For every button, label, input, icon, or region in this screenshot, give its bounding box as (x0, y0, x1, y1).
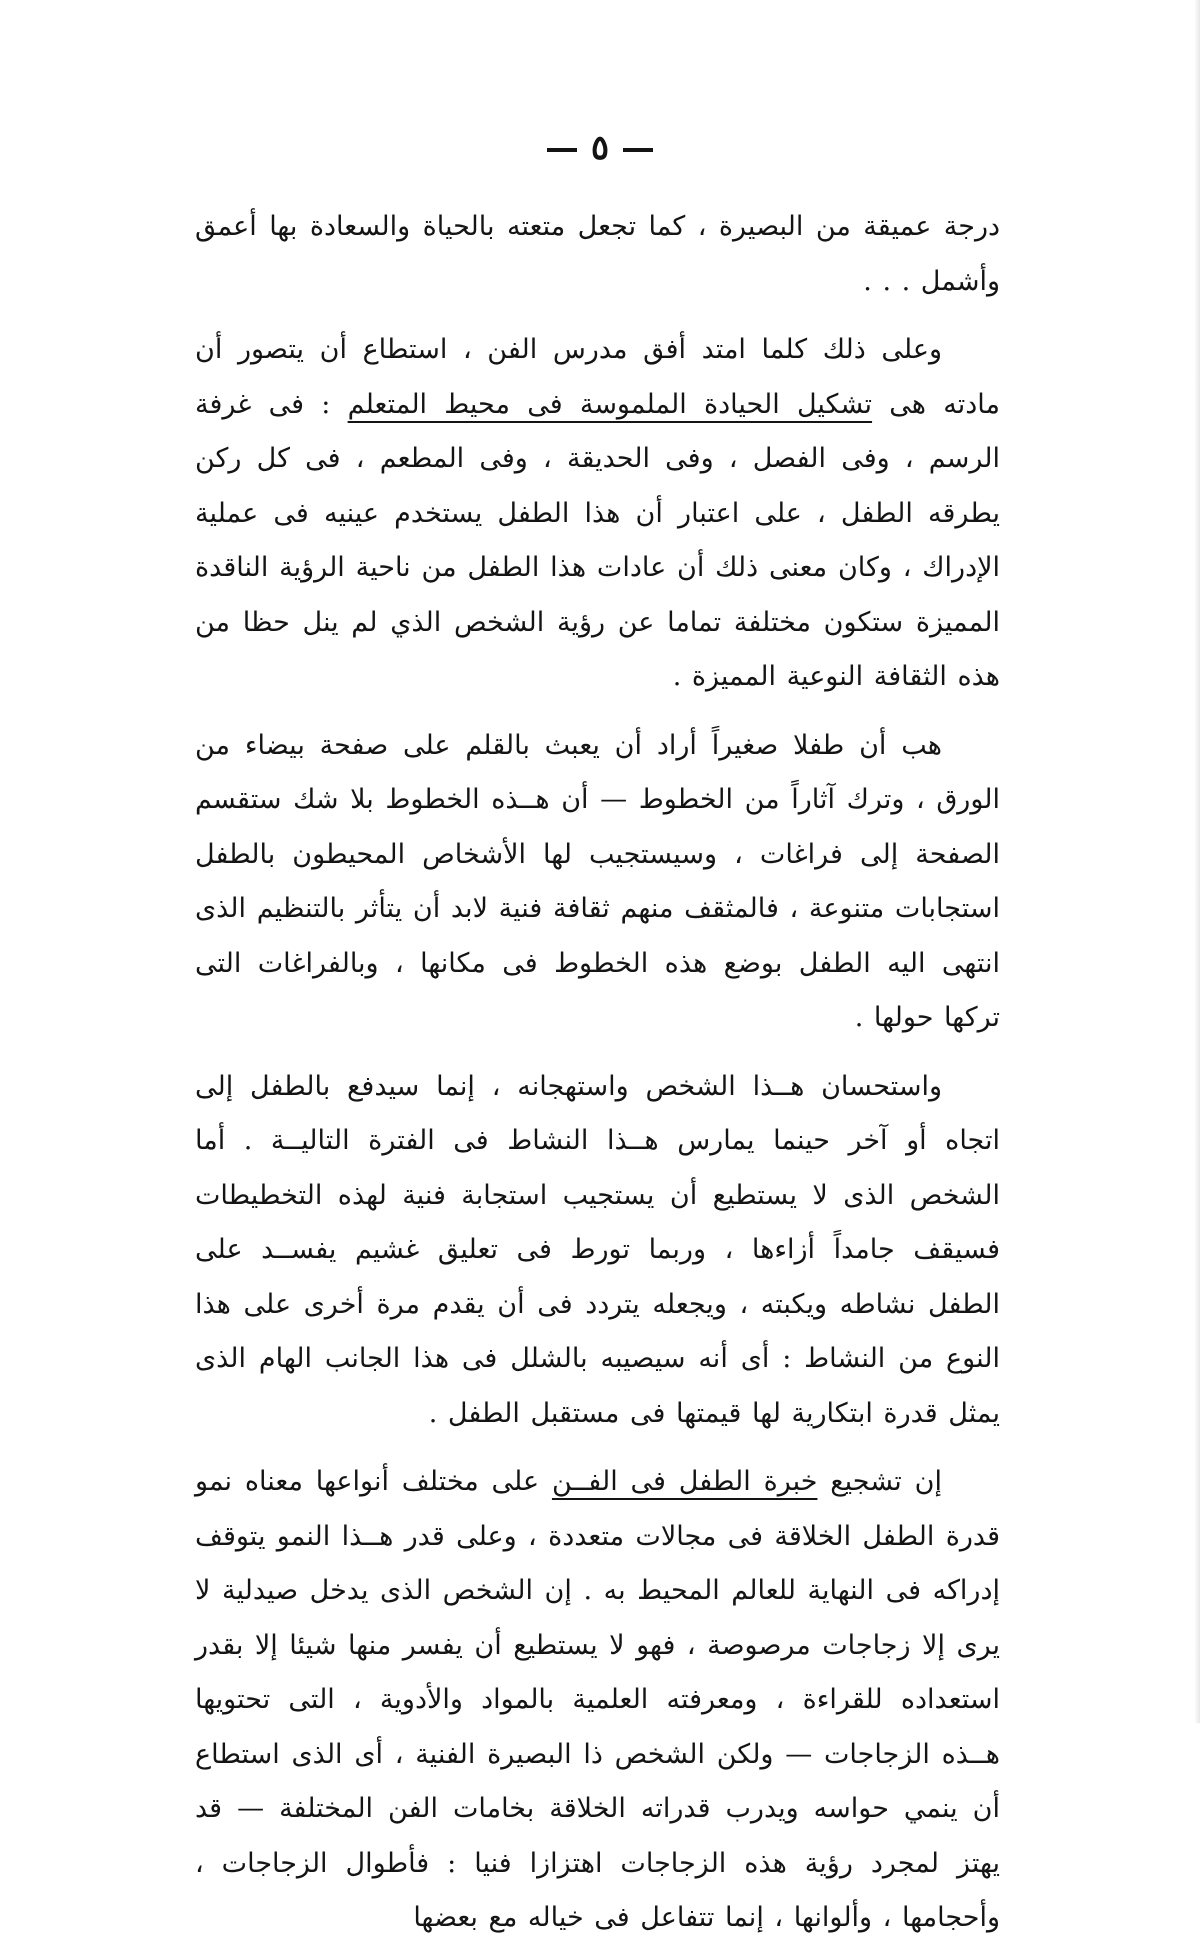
paragraph-5-text-start: إن تشجيع (817, 1466, 942, 1497)
paragraph-3 (195, 719, 1000, 1046)
scan-edge-shadow (1194, 0, 1200, 1723)
paragraph-1 (195, 200, 1000, 309)
paragraph-2-text-end: : فى غرفة الرسم ، وفى الفصل ، وفى الحديقة ، وفى المطعم ، فى كل ركن يطرقه الطفل ، على اعتبار أن هذا الطفل يستخدم عينيه فى عملية الإدراك ، وكان معنى ذلك أن عادات هذا الطفل من ناحية الرؤية الناقدة المميزة ستكون مختلفة تماما عن رؤية الشخص الذي لم ينل حظا من هذه الثقافة النوعية المميزة . (195, 388, 1000, 692)
paragraph-5 (195, 1455, 1000, 1946)
paragraph-3-text: هب أن طفلا صغيراً أراد أن يعبث بالقلم على صفحة بيضاء من الورق ، وترك آثاراً من الخطوط — أن هــذه الخطوط بلا شك ستقسم الصفحة إلى فراغات ، وسيستجيب لها الأشخاص المحيطون بالطفل استجابات متنوعة ، فالمثقف منهم ثقافة فنية لابد أن يتأثر بالتنظيم الذى انتهى اليه الطفل بوضع هذه الخطوط فى مكانها ، وبالفراغات التى تركها حولها . (195, 729, 1000, 1033)
paragraph-4 (195, 1060, 1000, 1442)
page-number-dash-left (547, 148, 577, 152)
paragraph-5-text-end: على مختلف أنواعها معناه نمو قدرة الطفل الخلاقة فى مجالات متعددة ، وعلى قدر هــذا النمو يتوقف إدراكه فى النهاية للعالم المحيط به . إن الشخص الذى يدخل صيدلية لا يرى إلا زجاجات مرصوصة ، فهو لا يستطيع أن يفسر منها شيئا إلا بقدر استعداده للقراءة ، ومعرفته العلمية بالمواد والأدوية ، التى تحتويها هــذه الزجاجات — ولكن الشخص ذا البصيرة الفنية ، أى الذى استطاع أن ينمي حواسه ويدرب قدراته الخلاقة بخامات الفن المختلفة — قد يهتز لمجرد رؤية هذه الزجاجات اهتزازا فنيا : فأطوال الزجاجات ، وأحجامها ، وألوانها ، إنما تتفاعل فى خياله مع بعضها (195, 1466, 1000, 1933)
paragraph-4-text: واستحسان هــذا الشخص واستهجانه ، إنما سيدفع بالطفل إلى اتجاه أو آخر حينما يمارس هــذا النشاط فى الفترة التاليــة . أما الشخص الذى لا يستطيع أن يستجيب استجابة فنية لهذه التخطيطات فسيقف جامداً أزاءها ، وربما تورط فى تعليق غشيم يفســد على الطفل نشاطه ويكبته ، ويجعله يتردد فى أن يقدم مرة أخرى على هذا النوع من النشاط : أى أنه سيصيبه بالشلل فى هذا الجانب الهام الذى يمثل قدرة ابتكارية لها قيمتها فى مستقبل الطفل . (195, 1070, 1000, 1429)
paragraph-2-underlined-phrase: تشكيل الحيادة الملموسة فى محيط المتعلم (347, 388, 873, 420)
paragraph-2-text-start: وعلى ذلك كلما امتد أفق مدرس الفن ، استطاع أن يتصور أن مادته هى (195, 334, 1000, 420)
paragraph-5-underlined-phrase: خبرة الطفل فى الفــن (551, 1466, 818, 1497)
page-number (0, 128, 1200, 168)
paragraph-1-text: درجة عميقة من البصيرة ، كما تجعل متعته بالحياة والسعادة بها أعمق وأشمل . . . (195, 211, 1001, 297)
page-number-dash-right (623, 148, 653, 152)
paragraph-2 (195, 323, 1000, 705)
body-text (195, 200, 1000, 1946)
page-number-value: ٥ (590, 128, 610, 168)
